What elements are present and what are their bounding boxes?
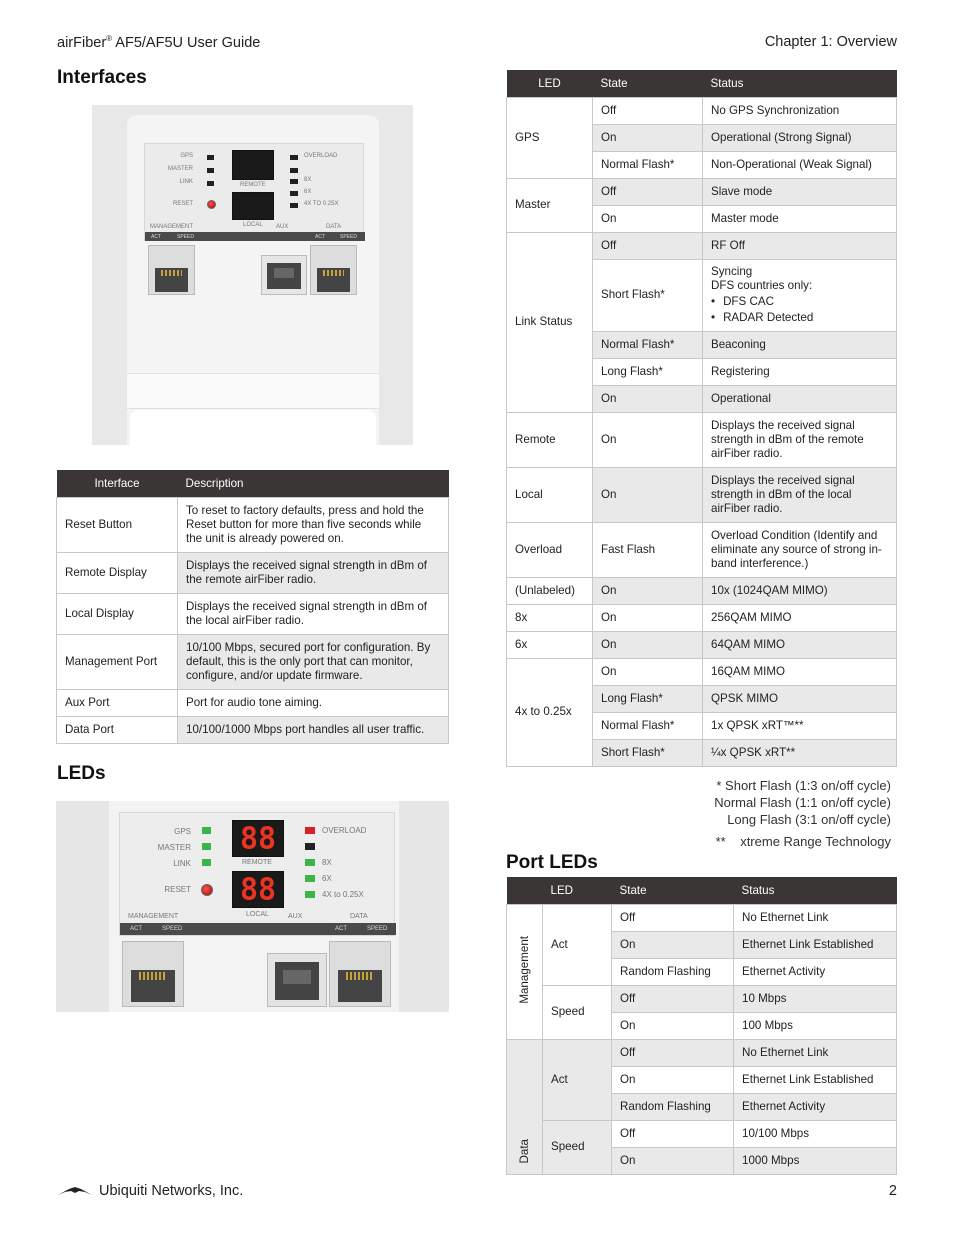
- table-row: Local Display Displays the received signal strength in dBm of the local airFiber radio.: [57, 593, 449, 634]
- management-port[interactable]: [148, 245, 195, 295]
- table-row: Aux Port Port for audio tone aiming.: [57, 689, 449, 716]
- reset-button-2[interactable]: [201, 884, 213, 896]
- footer-company: Ubiquiti Networks, Inc.: [57, 1183, 243, 1199]
- device-led-illustration: GPS MASTER LINK RESET 88 REMOTE 88 LOCAL OVERLOAD 8X 6X 4X to 0.25X MANAGEMENT AUX DATA ACT SPEED ACT SPEED: [56, 801, 449, 1012]
- port-leds-heading: Port LEDs: [506, 852, 598, 873]
- table-row: Data Act Off No Ethernet Link: [507, 1039, 897, 1066]
- table-row: 4x to 0.25x On 16QAM MIMO: [507, 658, 897, 685]
- table-row: On Operational (Strong Signal): [507, 124, 897, 151]
- table-row: Random Flashing Ethernet Activity: [507, 958, 897, 985]
- table-row: Normal Flash* 1x QPSK xRT™**: [507, 712, 897, 739]
- header-chapter: Chapter 1: Overview: [764, 34, 897, 50]
- table-row: GPS Off No GPS Synchronization: [507, 97, 897, 124]
- table-row: Data Port 10/100/1000 Mbps port handles all user traffic.: [57, 716, 449, 743]
- reset-button[interactable]: [207, 200, 216, 209]
- table-row: 6x On 64QAM MIMO: [507, 631, 897, 658]
- xrt-note: ** xtreme Range Technology: [715, 834, 891, 849]
- table-row: 8x On 256QAM MIMO: [507, 604, 897, 631]
- table-row: Local On Displays the received signal strength in dBm of the local airFiber radio.: [507, 467, 897, 522]
- table-row: Speed Off 10 Mbps: [507, 985, 897, 1012]
- management-port-2[interactable]: [122, 941, 184, 1007]
- table-row: Remote Display Displays the received signal strength in dBm of the remote airFiber radio.: [57, 552, 449, 593]
- page-number: 2: [888, 1183, 897, 1199]
- table-row: Management Act Off No Ethernet Link: [507, 904, 897, 931]
- local-display-2: 88: [232, 871, 284, 908]
- aux-port[interactable]: [261, 255, 307, 295]
- table-row: Remote On Displays the received signal strength in dBm of the remote airFiber radio.: [507, 412, 897, 467]
- table-row: Normal Flash* Non-Operational (Weak Signal): [507, 151, 897, 178]
- flash-notes: * Short Flash (1:3 on/off cycle) Normal Flash (1:1 on/off cycle) Long Flash (3:1 on/off cycle): [714, 778, 891, 827]
- table-row: Reset Button To reset to factory defaults, press and hold the Reset button for more than five seconds while the unit is already powered on.: [57, 497, 449, 552]
- table-row: On Ethernet Link Established: [507, 1066, 897, 1093]
- aux-port-2[interactable]: [267, 953, 327, 1007]
- port-leds-table: LED State Status Management Act Off No Ethernet Link On Ethernet Link Established Random Flashing Ethernet Activity Speed Off 10 Mbps On 100 Mbps Data Act Off No Ethernet Link On Ethernet Link Established Random Flashing Ethernet Activity Speed Off 10/100 Mbps On 1000 Mbps: [506, 877, 897, 1175]
- table-row: Link Status Off RF Off: [507, 232, 897, 259]
- table-row: Long Flash* QPSK MIMO: [507, 685, 897, 712]
- ubiquiti-logo-icon: [57, 1185, 93, 1197]
- data-port-2[interactable]: [329, 941, 391, 1007]
- table-row: Master Off Slave mode: [507, 178, 897, 205]
- led-status-table: LED State Status GPS Off No GPS Synchronization On Operational (Strong Signal) Normal Flash* Non-Operational (Weak Signal) Master Off Slave mode On Master mode Link Status Off RF Off Short Flash* Syncing DFS countries only: • DFS CAC • RADAR Detected Normal Flash* Beaconing Long Flash* Registering On Operational Remote On Displays the received signal strength in dBm of the remote airFiber radio. Local On Displays the received signal strength in dBm of the local airFiber radio. Overload Fast Flash Overload Condition (Identify and eliminate any source of strong in-band interference.) (Unlabeled) On 10x (1024QAM MIMO) 8x On 256QAM MIMO 6x On 64QAM MIMO 4x to 0.25x On 16QAM MIMO Long Flash* QPSK MIMO Normal Flash* 1x QPSK xRT™** Short Flash* ¼x QPSK xRT**: [506, 70, 897, 767]
- table-row: On 100 Mbps: [507, 1012, 897, 1039]
- table-row: Short Flash* ¼x QPSK xRT**: [507, 739, 897, 766]
- interfaces-table: Interface Description Reset Button To reset to factory defaults, press and hold the Reset button for more than five seconds while the unit is already powered on. Remote Display Displays the received signal strength in dBm of the remote airFiber radio. Local Display Displays the received signal strength in dBm of the local airFiber radio. Management Port 10/100 Mbps, secured port for configuration. By default, this is the only port that can monitor, configure, and/or update firmware. Aux Port Port for audio tone aiming. Data Port 10/100/1000 Mbps port handles all user traffic.: [56, 470, 449, 744]
- table-row: On Master mode: [507, 205, 897, 232]
- table-row: On 1000 Mbps: [507, 1147, 897, 1174]
- table-row: (Unlabeled) On 10x (1024QAM MIMO): [507, 577, 897, 604]
- remote-display-2: 88: [232, 820, 284, 857]
- leds-heading: LEDs: [57, 763, 106, 784]
- table-row: Speed Off 10/100 Mbps: [507, 1120, 897, 1147]
- table-row: Overload Fast Flash Overload Condition (Identify and eliminate any source of strong in-band interference.): [507, 522, 897, 577]
- table-row: Management Port 10/100 Mbps, secured port for configuration. By default, this is the only port that can monitor, configure, and/or update firmware.: [57, 634, 449, 689]
- remote-display: [232, 150, 274, 180]
- table-row: Short Flash* Syncing DFS countries only: • DFS CAC • RADAR Detected: [507, 259, 897, 331]
- table-row: On Ethernet Link Established: [507, 931, 897, 958]
- led-panel: GPS MASTER LINK RESET REMOTE LOCAL OVERLOAD 8X 6X 4X TO 0.25X MANAGEMENT AUX DATA ACT SPEED ACT SPEED: [144, 143, 364, 241]
- local-display: [232, 192, 274, 220]
- table-row: On Operational: [507, 385, 897, 412]
- interfaces-heading: Interfaces: [57, 67, 147, 88]
- table-row: Normal Flash* Beaconing: [507, 331, 897, 358]
- data-port[interactable]: [310, 245, 357, 295]
- table-row: Random Flashing Ethernet Activity: [507, 1093, 897, 1120]
- table-row: Long Flash* Registering: [507, 358, 897, 385]
- header-title: airFiber® AF5/AF5U User Guide: [57, 34, 261, 51]
- device-front-illustration: [92, 105, 413, 445]
